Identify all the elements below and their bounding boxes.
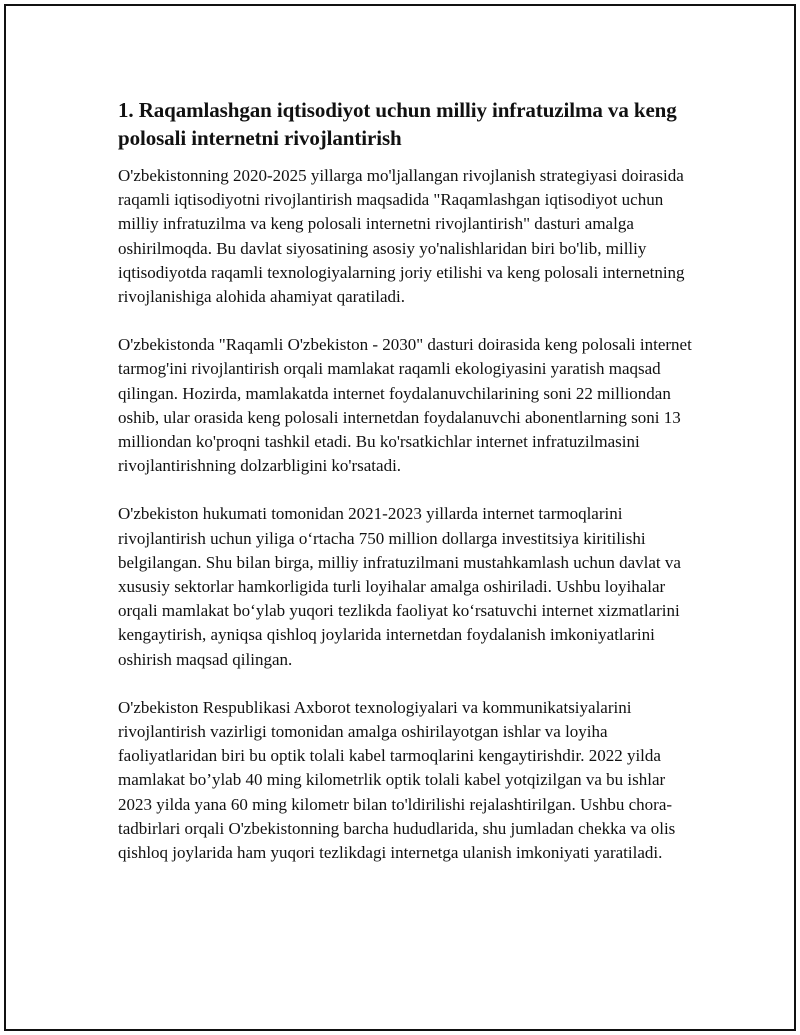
section-heading: 1. Raqamlashgan iqtisodiyot uchun milliy infratuzilma va keng polosali internetni rivojlantirish	[118, 98, 677, 150]
document-body	[118, 96, 698, 889]
paragraph-2: O'zbekistonda "Raqamli O'zbekiston - 2030" dasturi doirasida keng polosali internet tarmog'ini rivojlantirish orqali mamlakat raqamli ekologiyasini yaratish maqsad qilingan. Hozirda, mamlakatda internet foydalanuvchilarining soni 22 milliondan oshib, ular orasida keng polosali internetdan foydalanuvchi abonentlarning soni 13 milliondan ko'proqni tashkil etadi. Bu ko'rsatkichlar internet infratuzilmasini rivojlantirishning dolzarbligini ko'rsatadi.	[118, 335, 692, 476]
paragraph-4: O'zbekiston Respublikasi Axborot texnologiyalari va kommunikatsiyalarini rivojlantirish vazirligi tomonidan amalga oshirilayotgan ishlar va loyiha faoliyatlaridan biri bu optik tolali kabel tarmoqlarini kengaytirishdir. 2022 yilda mamlakat bo’ylab 40 ming kilometrlik optik tolali kabel yotqizilgan va bu ishlar 2023 yilda yana 60 ming kilometr bilan to'ldirilishi rejalashtirilgan. Ushbu chora-tadbirlari orqali O'zbekistonning barcha hududlarida, shu jumladan chekka va olis qishloq joylarida ham yuqori tezlikdagi internetga ulanish imkoniyati yaratiladi.	[118, 697, 676, 863]
paragraph-3: O'zbekiston hukumati tomonidan 2021-2023 yillarda internet tarmoqlarini rivojlantirish uchun yiliga o‘rtacha 750 million dollarga investitsiya kiritilishi belgilangan. Shu bilan birga, milliy infratuzilmani mustahkamlash uchun davlat va xususiy sektorlar hamkorligida turli loyihalar amalga oshiriladi. Ushbu loyihalar orqali mamlakat bo‘ylab yuqori tezlikda faoliyat ko‘rsatuvchi internet xizmatlarini kengaytirish, ayniqsa qishloq joylarida internetdan foydalanish imkoniyatlarini oshirish maqsad qilingan.	[118, 504, 681, 669]
paragraph-1: O'zbekistonning 2020-2025 yillarga mo'ljallangan rivojlanish strategiyasi doirasida raqamli iqtisodiyotni rivojlantirish maqsadida "Raqamlashgan iqtisodiyot uchun milliy infratuzilma va keng polosali internetni rivojlantirish" dasturi amalga oshirilmoqda. Bu davlat siyosatining asosiy yo'nalishlaridan biri bo'lib, milliy iqtisodiyotda raqamli texnologiyalarning joriy etilishi va keng polosali internetning rivojlanishiga alohida ahamiyat qaratiladi.	[118, 166, 685, 307]
